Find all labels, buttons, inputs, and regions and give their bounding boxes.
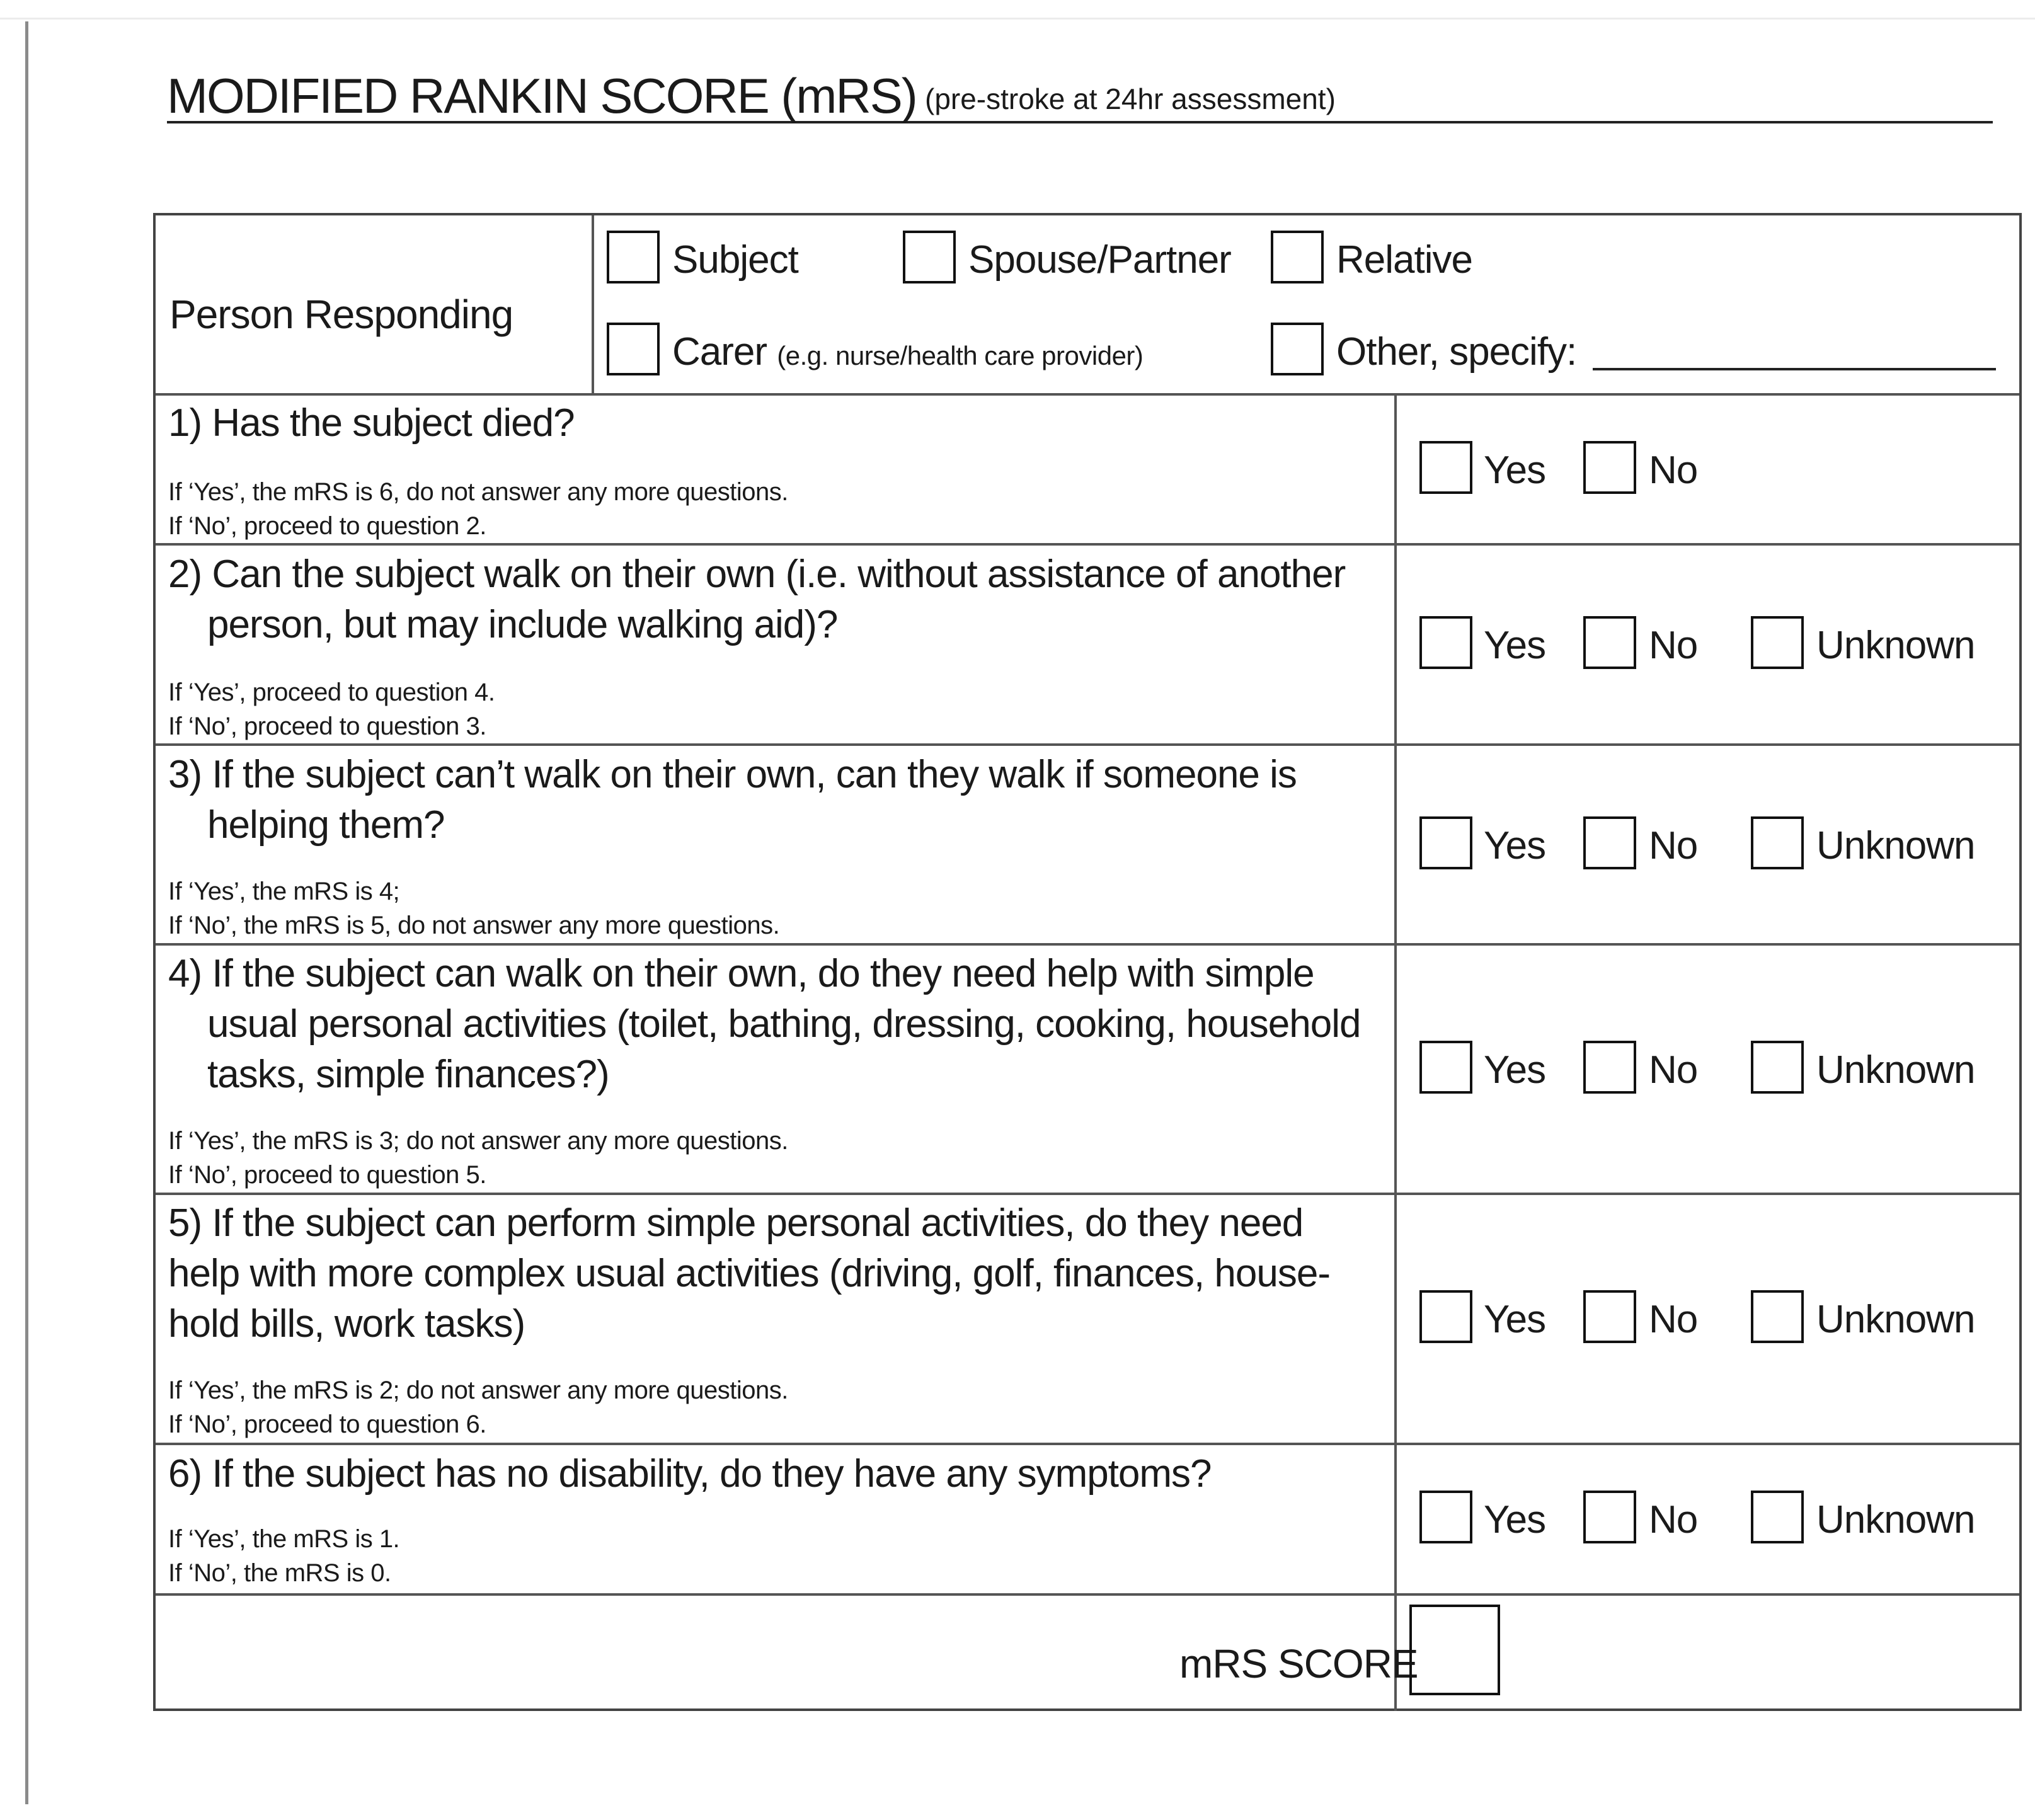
mrs-score-field[interactable]: [1409, 1605, 1500, 1695]
carer-label-group: [672, 330, 1144, 374]
question-3-note: If ‘Yes’, the mRS is 4; If ‘No’, the mRS is 5, do not answer any more questions.: [168, 878, 780, 939]
q2-no-label: No: [1649, 624, 1698, 667]
spouse-partner-checkbox[interactable]: [903, 231, 956, 283]
q2-yes-checkbox[interactable]: [1419, 616, 1472, 669]
column-divider: [1394, 393, 1397, 1711]
spouse-partner-label: Spouse/Partner: [968, 238, 1231, 282]
form-title-row: [167, 63, 1993, 123]
q4-no-checkbox[interactable]: [1583, 1041, 1636, 1094]
q2-no-checkbox[interactable]: [1583, 616, 1636, 669]
q5-yes-label: Yes: [1484, 1298, 1546, 1341]
top-edge-rule: [0, 18, 2035, 20]
q3-unknown-label: Unknown: [1816, 824, 1975, 867]
question-6-note: If ‘Yes’, the mRS is 1. If ‘No’, the mRS is 0.: [168, 1525, 400, 1587]
left-edge-rule: [25, 21, 28, 1804]
row-divider: [156, 943, 2019, 946]
q6-unknown-label: Unknown: [1816, 1498, 1975, 1542]
q3-yes-checkbox[interactable]: [1419, 816, 1472, 869]
q1-yes-label: Yes: [1484, 449, 1546, 492]
q2-unknown-label: Unknown: [1816, 624, 1975, 667]
q5-unknown-checkbox[interactable]: [1751, 1290, 1804, 1343]
q5-unknown-label: Unknown: [1816, 1298, 1975, 1341]
subject-checkbox[interactable]: [607, 231, 660, 283]
question-6-title: 6) If the subject has no disability, do they have any symptoms?: [168, 1452, 1212, 1496]
question-5-title: 5) If the subject can perform simple personal activities, do they need help with more complex usual activities (driving, golf, finances, house- hold bills, work tasks): [168, 1201, 1331, 1346]
q3-yes-label: Yes: [1484, 824, 1546, 867]
row-divider: [156, 543, 2019, 546]
row-divider: [156, 1593, 2019, 1596]
subject-label: Subject: [672, 238, 798, 282]
q5-no-label: No: [1649, 1298, 1698, 1341]
question-1-title: 1) Has the subject died?: [168, 401, 575, 445]
carer-label: Carer: [672, 330, 767, 374]
row-divider: [156, 1443, 2019, 1445]
q5-no-checkbox[interactable]: [1583, 1290, 1636, 1343]
q1-yes-checkbox[interactable]: [1419, 441, 1472, 494]
other-specify-label: Other, specify:: [1336, 330, 1577, 374]
q5-yes-checkbox[interactable]: [1419, 1290, 1472, 1343]
person-responding-label: Person Responding: [169, 292, 513, 337]
q4-yes-checkbox[interactable]: [1419, 1041, 1472, 1094]
q1-no-label: No: [1649, 449, 1698, 492]
q2-unknown-checkbox[interactable]: [1751, 616, 1804, 669]
q6-unknown-checkbox[interactable]: [1751, 1491, 1804, 1543]
q4-yes-label: Yes: [1484, 1048, 1546, 1092]
q4-unknown-label: Unknown: [1816, 1048, 1975, 1092]
q6-no-label: No: [1649, 1498, 1698, 1542]
mrs-score-label: mRS SCORE: [1179, 1641, 1418, 1686]
question-5-note: If ‘Yes’, the mRS is 2; do not answer any more questions. If ‘No’, proceed to question 6.: [168, 1376, 788, 1438]
form-subtitle: (pre-stroke at 24hr assessment): [925, 83, 1336, 115]
carer-note: (e.g. nurse/health care provider): [777, 341, 1144, 370]
relative-checkbox[interactable]: [1271, 231, 1324, 283]
q3-no-label: No: [1649, 824, 1698, 867]
row-divider: [156, 1193, 2019, 1195]
q6-yes-label: Yes: [1484, 1498, 1546, 1542]
q4-no-label: No: [1649, 1048, 1698, 1092]
question-4-note: If ‘Yes’, the mRS is 3; do not answer any more questions. If ‘No’, proceed to question 5.: [168, 1127, 788, 1189]
question-4-title: 4) If the subject can walk on their own, do they need help with simple usual personal activities (toilet, bathing, dressing, cooking, household tasks, simple finances?): [168, 952, 1361, 1096]
question-1-note: If ‘Yes’, the mRS is 6, do not answer any more questions. If ‘No’, proceed to question 2.: [168, 478, 788, 540]
q3-unknown-checkbox[interactable]: [1751, 816, 1804, 869]
other-checkbox[interactable]: [1271, 323, 1324, 375]
relative-label: Relative: [1336, 238, 1472, 282]
q2-yes-label: Yes: [1484, 624, 1546, 667]
q1-no-checkbox[interactable]: [1583, 441, 1636, 494]
q3-no-checkbox[interactable]: [1583, 816, 1636, 869]
q6-yes-checkbox[interactable]: [1419, 1491, 1472, 1543]
question-2-title: 2) Can the subject walk on their own (i.e. without assistance of another person, but may include walking aid)?: [168, 552, 1346, 646]
question-3-title: 3) If the subject can’t walk on their own, can they walk if someone is helping them?: [168, 753, 1297, 847]
column-divider: [592, 215, 594, 393]
question-2-note: If ‘Yes’, proceed to question 4. If ‘No’, proceed to question 3.: [168, 678, 495, 740]
row-divider: [156, 393, 2019, 396]
mrs-form: [153, 213, 2022, 1711]
q6-no-checkbox[interactable]: [1583, 1491, 1636, 1543]
form-title: MODIFIED RANKIN SCORE (mRS): [167, 68, 917, 123]
q4-unknown-checkbox[interactable]: [1751, 1041, 1804, 1094]
other-specify-field[interactable]: [1593, 368, 1996, 370]
row-divider: [156, 743, 2019, 746]
carer-checkbox[interactable]: [607, 323, 660, 375]
